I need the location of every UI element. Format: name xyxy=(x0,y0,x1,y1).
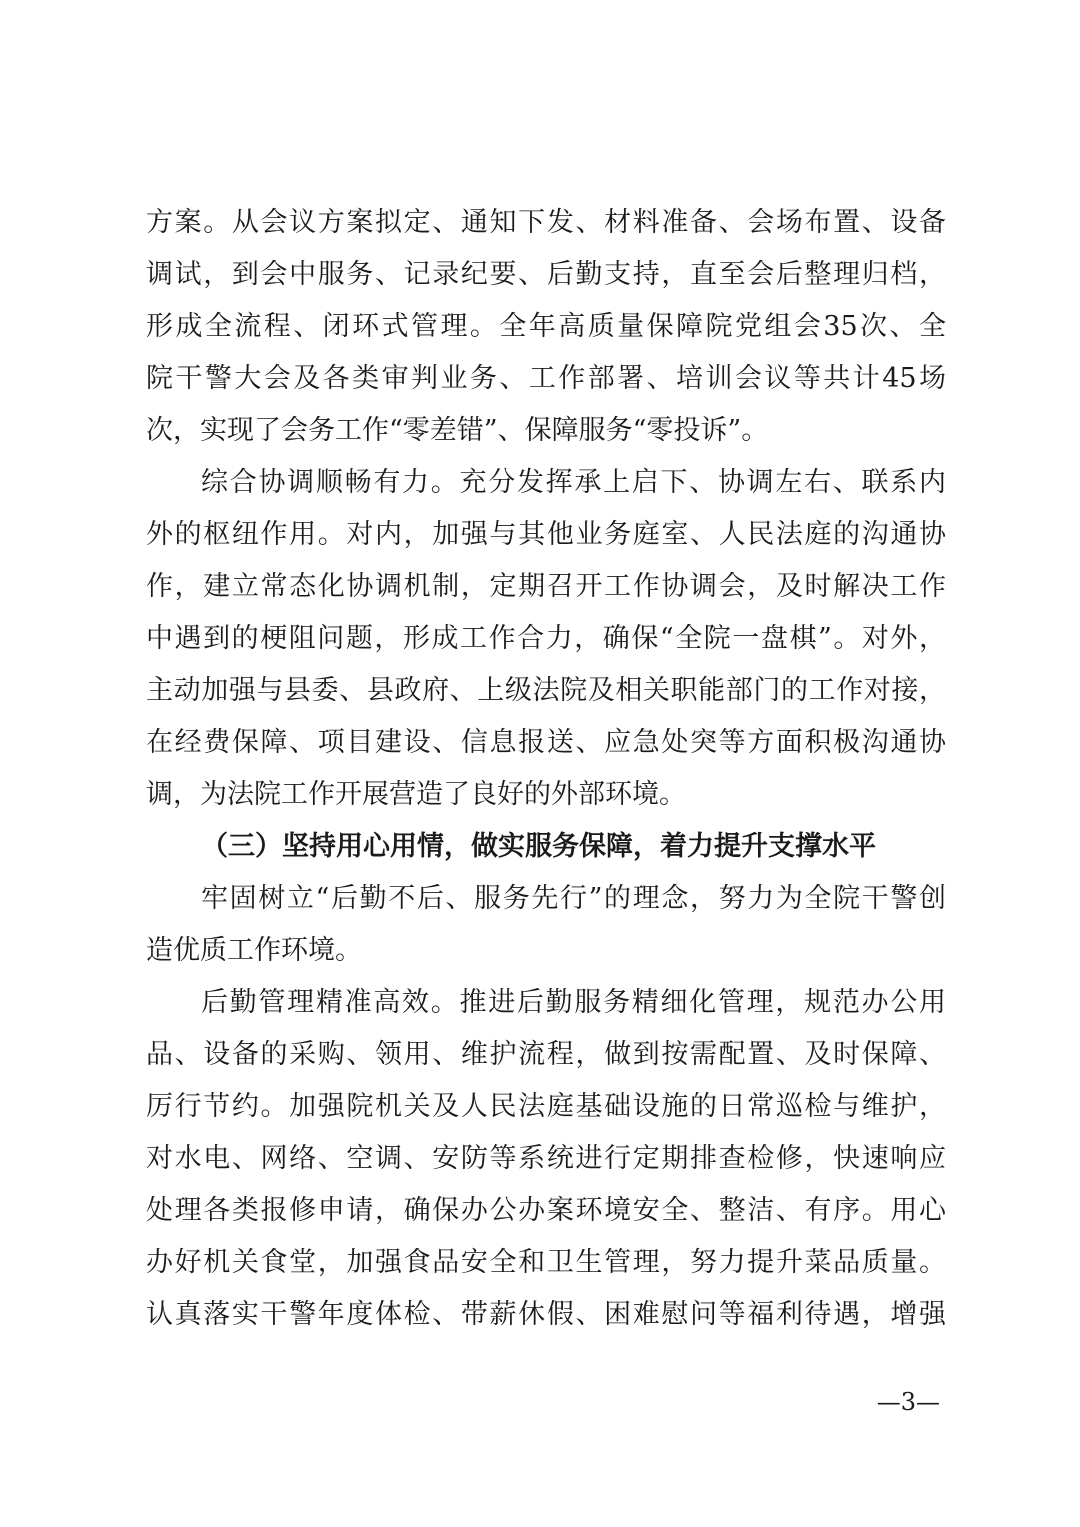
paragraph-start-line: 后勤管理精准高效。推进后勤服务精细化管理，规范办公用 xyxy=(201,987,946,1018)
text-line: 对水电、网络、空调、安防等系统进行定期排查检修，快速响应 xyxy=(146,1143,946,1174)
text-line: 外的枢纽作用。对内，加强与其他业务庭室、人民法庭的沟通协 xyxy=(146,519,946,550)
text-line: 次，实现了会务工作“零差错”、保障服务“零投诉”。 xyxy=(146,415,769,446)
text-line: 调，为法院工作开展营造了良好的外部环境。 xyxy=(146,779,686,810)
text-line: 院干警大会及各类审判业务、工作部署、培训会议等共计45场 xyxy=(146,363,946,394)
paragraph-start-line: 牢固树立“后勤不后、服务先行”的理念，努力为全院干警创 xyxy=(201,883,946,914)
text-line: 认真落实干警年度体检、带薪休假、困难慰问等福利待遇，增强 xyxy=(146,1299,946,1330)
page-number: —3— xyxy=(876,1388,940,1416)
text-line: 办好机关食堂，加强食品安全和卫生管理，努力提升菜品质量。 xyxy=(146,1247,946,1278)
text-line: 品、设备的采购、领用、维护流程，做到按需配置、及时保障、 xyxy=(146,1039,946,1070)
document-body xyxy=(146,197,946,1341)
paragraph-start-line: 综合协调顺畅有力。充分发挥承上启下、协调左右、联系内 xyxy=(201,467,946,498)
text-line: 方案。从会议方案拟定、通知下发、材料准备、会场布置、设备 xyxy=(146,207,946,238)
text-line: 厉行节约。加强院机关及人民法庭基础设施的日常巡检与维护， xyxy=(146,1091,946,1122)
text-line: 在经费保障、项目建设、信息报送、应急处突等方面积极沟通协 xyxy=(146,727,946,758)
text-line: 调试，到会中服务、记录纪要、后勤支持，直至会后整理归档， xyxy=(146,259,946,290)
section-heading: （三）坚持用心用情，做实服务保障，着力提升支撑水平 xyxy=(201,831,876,862)
text-line: 作，建立常态化协调机制，定期召开工作协调会，及时解决工作 xyxy=(146,571,946,602)
text-line: 形成全流程、闭环式管理。全年高质量保障院党组会35次、全 xyxy=(146,311,946,342)
text-line: 中遇到的梗阻问题，形成工作合力，确保“全院一盘棋”。对外， xyxy=(146,623,946,654)
text-line: 主动加强与县委、县政府、上级法院及相关职能部门的工作对接， xyxy=(146,675,946,706)
text-line: 造优质工作环境。 xyxy=(146,935,362,966)
text-line: 处理各类报修申请，确保办公办案环境安全、整洁、有序。用心 xyxy=(146,1195,946,1226)
